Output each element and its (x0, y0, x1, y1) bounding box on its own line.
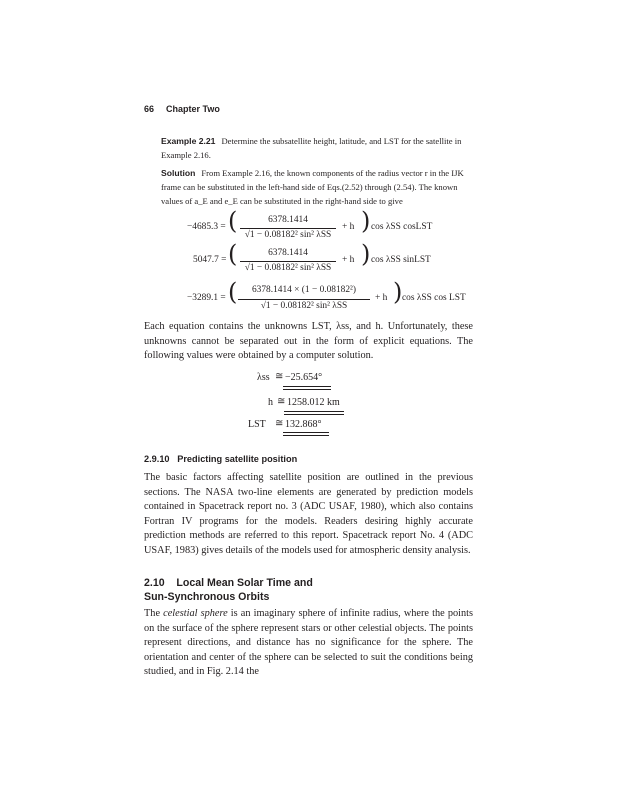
equation-numerator: 6378.1414 (268, 248, 308, 258)
result-value: 132.868° (285, 419, 322, 430)
left-paren: ( (228, 240, 238, 268)
section-number: 2.9.10 (144, 454, 170, 464)
page-number: 66 (144, 104, 155, 114)
section-title-line-2: Sun-Synchronous Orbits (144, 591, 270, 603)
result-lhs: LST (248, 419, 266, 430)
equation-lhs: −3289.1 = (187, 293, 226, 303)
example-label: Example 2.21 (161, 136, 216, 146)
double-underline (283, 386, 331, 390)
text-before: The (144, 608, 161, 619)
section-title: Predicting satellite position (177, 454, 298, 464)
right-paren: ) (361, 240, 371, 268)
example-text: Determine the subsatellite height, latitude, and LST for the satellite in Example 2.16. (161, 136, 462, 160)
result-rel: ≅ (275, 418, 284, 429)
equation-lhs: −4685.3 = (187, 222, 226, 232)
fraction-bar (240, 228, 336, 229)
fraction-bar (238, 299, 370, 300)
right-paren: ) (393, 278, 403, 306)
double-underline (283, 432, 329, 436)
result-value: −25.654° (285, 372, 323, 383)
chapter-title: Chapter Two (166, 104, 220, 114)
page-header (144, 104, 220, 114)
right-paren: ) (361, 207, 371, 235)
equation-tail: + h (342, 222, 355, 232)
fraction-bar (240, 261, 336, 262)
equation-trig: cos λSS sinLST (371, 255, 431, 265)
paragraph-unknowns: Each equation contains the unknowns LST, λss, and h. Unfortunately, these unknowns cannot be separated out in the form of explicit equations. The following values were obtained by a computer solution. (144, 321, 473, 362)
lead-term: celestial sphere (163, 608, 228, 619)
equation-trig: cos λSS cosLST (371, 222, 433, 232)
example-block (161, 135, 474, 163)
solution-text: From Example 2.16, the known components of the radius vector r in the IJK frame can be substituted in the left-hand side of Eqs.(2.52) through (2.54). The known values of a_E and e_E can be substituted in the right-hand side to give (161, 168, 464, 206)
equation-denominator: √1 − 0.08182² sin² λSS (260, 301, 348, 311)
result-lhs: h (268, 397, 273, 408)
result-rel: ≅ (275, 371, 284, 382)
double-underline (284, 411, 344, 415)
equation-numerator: 6378.1414 × (1 − 0.08182²) (251, 285, 356, 295)
equation-numerator: 6378.1414 (268, 215, 308, 225)
section-number: 2.10 (144, 577, 165, 589)
paragraph-celestial-sphere (144, 607, 473, 680)
solution-label: Solution (161, 168, 196, 178)
result-value: 1258.012 km (287, 397, 340, 408)
paragraph-prediction: The basic factors affecting satellite position are outlined in the previous sections. The NASA two-line elements are generated by prediction models contained in Spacetrack report no. 3 (ADC USAF, 1980), which also contains Fortran IV programs for the models. Readers desiring highly accurate prediction methods are referred to this report. Spacetrack report No. 4 (ADC USAF, 1983) gives details of the models used for atmospheric density analysis. (144, 472, 473, 556)
result-rel: ≅ (277, 396, 286, 407)
equation-denominator: √1 − 0.08182² sin² λSS (244, 263, 332, 273)
equation-tail: + h (375, 293, 388, 303)
section-heading-2-10 (144, 576, 313, 604)
equation-trig: cos λSS cos LST (402, 293, 466, 303)
equation-tail: + h (342, 255, 355, 265)
result-lhs: λss (257, 372, 270, 383)
equation-lhs: 5047.7 = (193, 255, 227, 265)
solution-block (161, 167, 474, 208)
text-after: is an imaginary sphere of infinite radius, where the points on the surface of the sphere represent stars or other celestial objects. The points represent directions, and distance has no significance for the sphere. The orientation and center of the sphere can be selected to suit the conditions being studied, and in Fig. 2.14 the (144, 608, 473, 678)
equation-denominator: √1 − 0.08182² sin² λSS (244, 230, 332, 240)
left-paren: ( (228, 207, 238, 235)
section-heading-2-9-10 (144, 454, 297, 464)
section-title-line-1: Local Mean Solar Time and (176, 577, 313, 589)
left-paren: ( (228, 278, 238, 306)
